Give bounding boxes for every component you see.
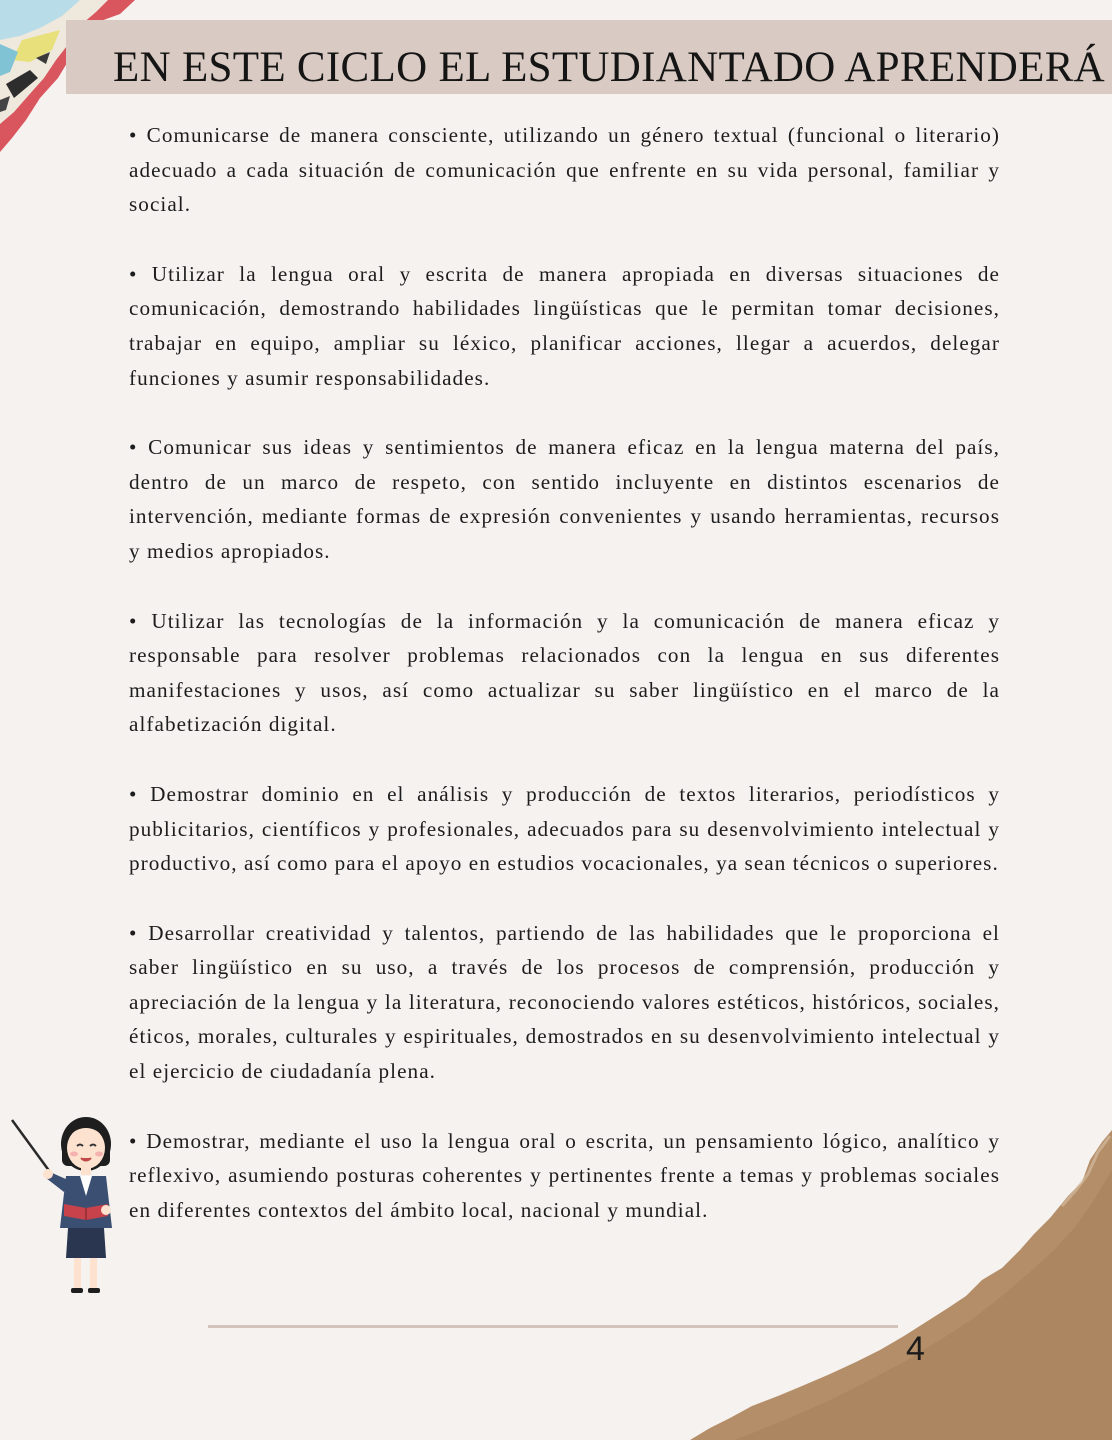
- torn-kraft-paper-icon: [690, 1130, 1112, 1440]
- learning-outcome-6: • Desarrollar creatividad y talentos, partiendo de las habilidades que le proporciona el saber lingüístico en su uso, a través de los procesos de comprensión, producción y apreciación de la lengua y la literatura, reconociendo valores estéticos, históricos, sociales, éticos, morales, culturales y espirituales, demostrados en su desenvolvimiento intelectual y el ejercicio de ciudadanía plena.: [129, 920, 1000, 1084]
- learning-outcomes-list: [129, 118, 1000, 1262]
- page-number: 4: [906, 1330, 925, 1368]
- learning-outcome-4: • Utilizar las tecnologías de la información y la comunicación de manera eficaz y responsable para resolver problemas relacionados con la lengua en sus diferentes manifestaciones y usos, así como actualizar su saber lingüístico en el marco de la alfabetización digital.: [129, 608, 1000, 737]
- learning-outcome-2: • Utilizar la lengua oral y escrita de manera apropiada en diversas situaciones de comunicación, demostrando habilidades lingüísticas que le permitan tomar decisiones, trabajar en equipo, ampliar su léxico, planificar acciones, llegar a acuerdos, delegar funciones y asumir responsabilidades.: [129, 261, 1000, 390]
- learning-outcome-3: • Comunicar sus ideas y sentimientos de manera eficaz en la lengua materna del país, dentro de un marco de respeto, con sentido incluyente en distintos escenarios de intervención, mediante formas de expresión convenientes y usando herramientas, recursos y medios apropiados.: [129, 435, 1000, 563]
- footer-divider: [208, 1325, 898, 1328]
- teacher-with-pointer-icon: [8, 1112, 128, 1302]
- learning-outcome-7: • Demostrar, mediante el uso la lengua oral o escrita, un pensamiento lógico, analítico y reflexivo, asumiendo posturas coherentes y pertinentes frente a temas y problemas sociales en diferentes contextos del ámbito local, nacional y mundial.: [129, 1128, 1000, 1222]
- page-title: EN ESTE CICLO EL ESTUDIANTADO APRENDERÁ: [113, 44, 1106, 91]
- learning-outcome-5: • Demostrar dominio en el análisis y producción de textos literarios, periodísticos y publicitarios, científicos y profesionales, adecuados para su desenvolvimiento intelectual y productivo, así como para el apoyo en estudios vocacionales, ya sean técnicos o superiores.: [129, 781, 1000, 876]
- learning-outcome-1: • Comunicarse de manera consciente, utilizando un género textual (funcional o literario) adecuado a cada situación de comunicación que enfrente en su vida personal, familiar y social.: [129, 123, 1000, 217]
